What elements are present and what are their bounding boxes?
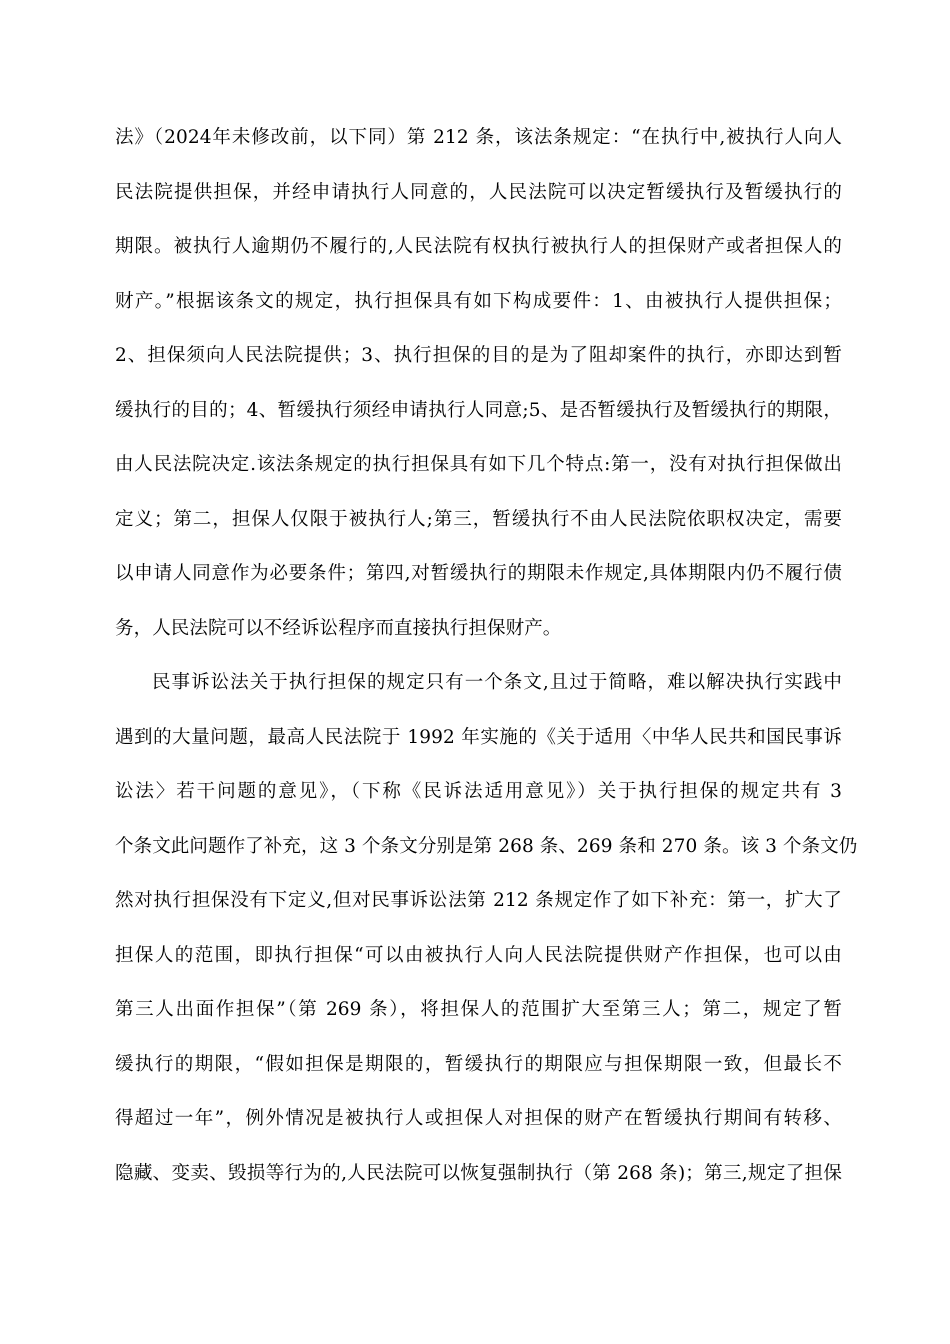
body-text xyxy=(115,111,858,1201)
text-line: 讼法〉若干问题的意见》，（下称《民诉法适用意见》）关于执行担保的规定共有 3 xyxy=(115,781,842,802)
text-line: 2、担保须向人民法院提供；3、执行担保的目的是为了阻却案件的执行，亦即达到暂 xyxy=(115,345,842,366)
text-line: 财产。”根据该条文的规定，执行担保具有如下构成要件：1、由被执行人提供担保； xyxy=(115,290,842,312)
text-line: 民法院提供担保，并经申请执行人同意的，人民法院可以决定暂缓执行及暂缓执行的 xyxy=(115,181,842,203)
text-line: 缓执行的目的；4、暂缓执行须经申请执行人同意;5、是否暂缓执行及暂缓执行的期限， xyxy=(115,399,842,421)
text-line: 缓执行的期限，“假如担保是期限的，暂缓执行的期限应与担保期限一致，但最长不 xyxy=(115,1053,842,1075)
text-line: 然对执行担保没有下定义,但对民事诉讼法第 212 条规定作了如下补充：第一，扩大了 xyxy=(115,890,842,911)
text-line: 务，人民法院可以不经诉讼程序而直接执行担保财产。 xyxy=(115,617,562,639)
text-line: 以申请人同意作为必要条件；第四,对暂缓执行的期限未作规定,具体期限内仍不履行债 xyxy=(115,563,842,584)
text-line: 担保人的范围，即执行担保“可以由被执行人向人民法院提供财产作担保，也可以由 xyxy=(115,944,842,966)
text-line: 法》（2024年未修改前，以下同）第 212 条，该法条规定：“在执行中,被执行人向人 xyxy=(115,127,842,148)
text-line: 由人民法院决定.该法条规定的执行担保具有如下几个特点:第一，没有对执行担保做出 xyxy=(115,454,842,475)
text-line: 定义；第二，担保人仅限于被执行人;第三，暂缓执行不由人民法院依职权决定，需要 xyxy=(115,508,842,530)
paragraph-first-line: 民事诉讼法关于执行担保的规定只有一个条文,且过于简略，难以解决执行实践中 xyxy=(152,672,842,693)
text-line: 得超过一年”，例外情况是被执行人或担保人对担保的财产在暂缓执行期间有转移、 xyxy=(115,1108,842,1129)
text-line: 隐藏、变卖、毁损等行为的,人民法院可以恢复强制执行（第 268 条)；第三,规定了担保 xyxy=(115,1162,842,1184)
text-line: 第三人出面作担保”（第 269 条），将担保人的范围扩大至第三人；第二，规定了暂 xyxy=(115,999,842,1020)
text-line: 期限。被执行人逾期仍不履行的,人民法院有权执行被执行人的担保财产或者担保人的 xyxy=(115,236,842,257)
text-line: 遇到的大量问题，最高人民法院于 1992 年实施的《关于适用〈中华人民共和国民事诉 xyxy=(115,726,842,748)
text-line: 个条文此问题作了补充，这 3 个条文分别是第 268 条、269 条和 270 条。该 3 个条文仍 xyxy=(115,835,858,857)
